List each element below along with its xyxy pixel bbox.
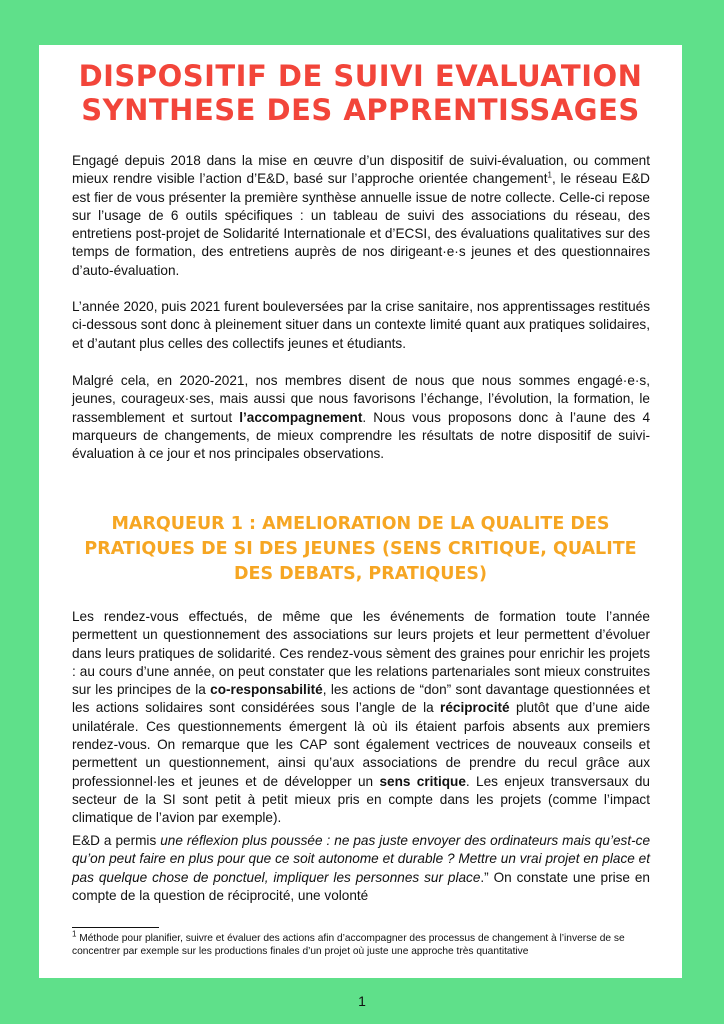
footnote-divider: [72, 927, 159, 928]
quote-text-b: .” On constate une prise en compte de la question de réciprocité, une volonté: [72, 869, 650, 903]
members-text-a: Malgré cela, en 2020-2021, nos membres disent de nous que nous sommes engagé·e·s, jeunes, courageux·ses, mais aussi que nous favorisons l’échange, l’évolution, la formation, le rassemblement et surtout: [72, 373, 650, 425]
quote-text-a: E&D a permis: [72, 833, 161, 848]
marker-text-d: . Les enjeux transversaux du secteur de la SI sont petit à petit mieux pris en compte dans les projets (comme l’impact climatique de l’avion par exemple).: [72, 773, 650, 826]
marker-1-heading: [59, 512, 662, 587]
intro-text-a: Engagé depuis 2018 dans la mise en œuvre d’un dispositif de suivi-évaluation, ou comment mieux rendre visible l’action d’E&D, basé sur l’approche orientée changement: [72, 153, 650, 187]
footnote-text: Méthode pour planifier, suivre et évaluer des actions afin d’accompagner des processus de changement à l’inverse de se concentrer par exemple sur les productions finales d’un projet où juste une approche très quantitative: [72, 933, 625, 957]
title-line-2: SYNTHESE DES APPRENTISSAGES: [81, 93, 640, 127]
intro-paragraph: [72, 152, 650, 280]
footnote-number: 1: [72, 929, 77, 939]
page-number: 1: [358, 993, 366, 1009]
emphasis-accompagnement: l’accompagnement: [239, 409, 363, 425]
context-paragraph: L’année 2020, puis 2021 furent bouleversées par la crise sanitaire, nos apprentissages restitués ci-dessous sont donc à pleinement situer dans un contexte limité quant aux pratiques solidaires, et d’autant plus celles des collectifs jeunes et étudiants.: [72, 299, 650, 351]
marker-heading-line-2: PRATIQUES DE SI DES JEUNES (SENS CRITIQUE, QUALITE: [84, 539, 637, 559]
members-text-b: . Nous vous proposons donc à l’aune des 4 marqueurs de changements, de mieux comprendre les résultats de notre dispositif de suivi-évaluation à ce jour et nos principales observations.: [72, 409, 651, 462]
marker-heading-line-3: DES DEBATS, PRATIQUES): [233, 564, 488, 584]
marker-text-a: Les rendez-vous effectués, de même que les événements de formation toute l’année permettent un questionnement des associations sur leurs projets et leur permettent d’évoluer dans leurs pratiques de solidarité. Ces rendez-vous sèment des graines pour enrichir les projets : au cours d’une année, on peut constater que les relations partenariales sont mieux construites sur les principes de la: [72, 609, 650, 698]
emphasis-co-responsabilite: co-responsabilité: [210, 682, 323, 698]
page-title: [39, 59, 682, 127]
marker-text-b: , les actions de “don” sont davantage questionnées et les actions solidaires sont considérées sous l’angle de la: [72, 682, 651, 716]
footnote-reference: 1: [547, 170, 552, 180]
members-paragraph: [72, 372, 650, 463]
quote-paragraph: [72, 832, 650, 905]
intro-text-b: , le réseau E&D est fier de vous présenter la première synthèse annuelle issue de notre collecte. Celle-ci repose sur l’usage de 6 outils spécifiques : un tableau de suivi des associations du réseau, des entretiens post-projet de Solidarité Internationale et d’ECSI, des évaluations qualitatives sur des temps de formation, des entretiens auprès de nos dirigeant·e·s jeunes et des questionnaires d’auto-évaluation.: [72, 171, 650, 278]
emphasis-reciprocite: réciprocité: [440, 700, 510, 716]
quote-italic: une réflexion plus poussée : ne pas juste envoyer des ordinateurs mais qu’est-ce qu’on peut faire en plus pour que ce soit autonome et durable ? Mettre un vrai projet en place et pas quelque chose de ponctuel, impliquer les personnes sur place: [72, 833, 650, 885]
document-page: [39, 45, 682, 978]
marker-text-c: plutôt que d’une aide unilatérale. Ces questionnements émergent là où ils étaient parfois absents aux premiers rendez-vous. On remarque que les CAP sont également vectrices de nouveaux conseils et permettent un questionnement, ainsi qu’aux associations de prendre du recul grâce aux professionnel·les et jeunes et de développer un: [72, 700, 650, 789]
marker-heading-line-1: MARQUEUR 1 : AMELIORATION DE LA QUALITE DES: [111, 514, 610, 534]
emphasis-sens-critique: sens critique: [379, 773, 466, 789]
marker-1-paragraph: [72, 608, 650, 828]
footnote: [72, 929, 652, 958]
title-line-1: DISPOSITIF DE SUIVI EVALUATION: [78, 59, 643, 93]
